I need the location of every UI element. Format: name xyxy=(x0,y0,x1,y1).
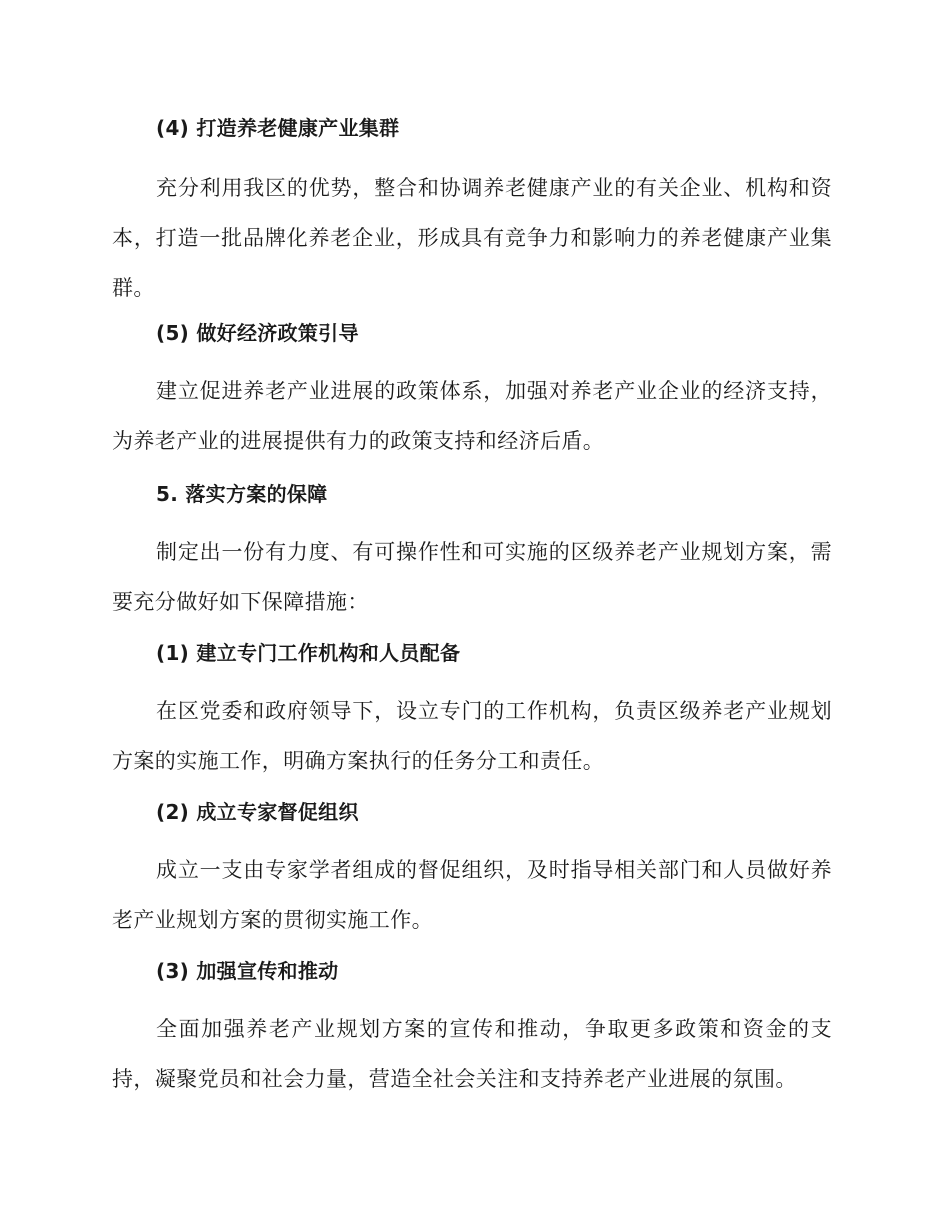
section-paragraph: 全面加强养老产业规划方案的宣传和推动，争取更多政策和资金的支持，凝聚党员和社会力量，营造全社会关注和支持养老产业进展的氛围。 xyxy=(112,1017,832,1091)
section-heading: (5) 做好经济政策引导 xyxy=(156,321,359,345)
section-paragraph: 成立一支由专家学者组成的督促组织，及时指导相关部门和人员做好养老产业规划方案的贯彻实施工作。 xyxy=(112,858,832,932)
section-paragraph: 建立促进养老产业进展的政策体系，加强对养老产业企业的经济支持，为养老产业的进展提供有力的政策支持和经济后盾。 xyxy=(112,379,832,453)
section-paragraph: 在区党委和政府领导下，设立专门的工作机构，负责区级养老产业规划方案的实施工作，明确方案执行的任务分工和责任。 xyxy=(112,699,832,773)
section-heading: (4) 打造养老健康产业集群 xyxy=(156,116,400,140)
section-paragraph: 充分利用我区的优势，整合和协调养老健康产业的有关企业、机构和资本，打造一批品牌化养老企业，形成具有竞争力和影响力的养老健康产业集群。 xyxy=(112,176,832,300)
section-heading: (2) 成立专家督促组织 xyxy=(156,800,359,824)
section-paragraph: 制定出一份有力度、有可操作性和可实施的区级养老产业规划方案，需要充分做好如下保障措施： xyxy=(112,540,832,614)
section-heading: (1) 建立专门工作机构和人员配备 xyxy=(156,641,461,665)
section-heading: (3) 加强宣传和推动 xyxy=(156,959,339,983)
section-heading: 5. 落实方案的保障 xyxy=(156,482,328,506)
